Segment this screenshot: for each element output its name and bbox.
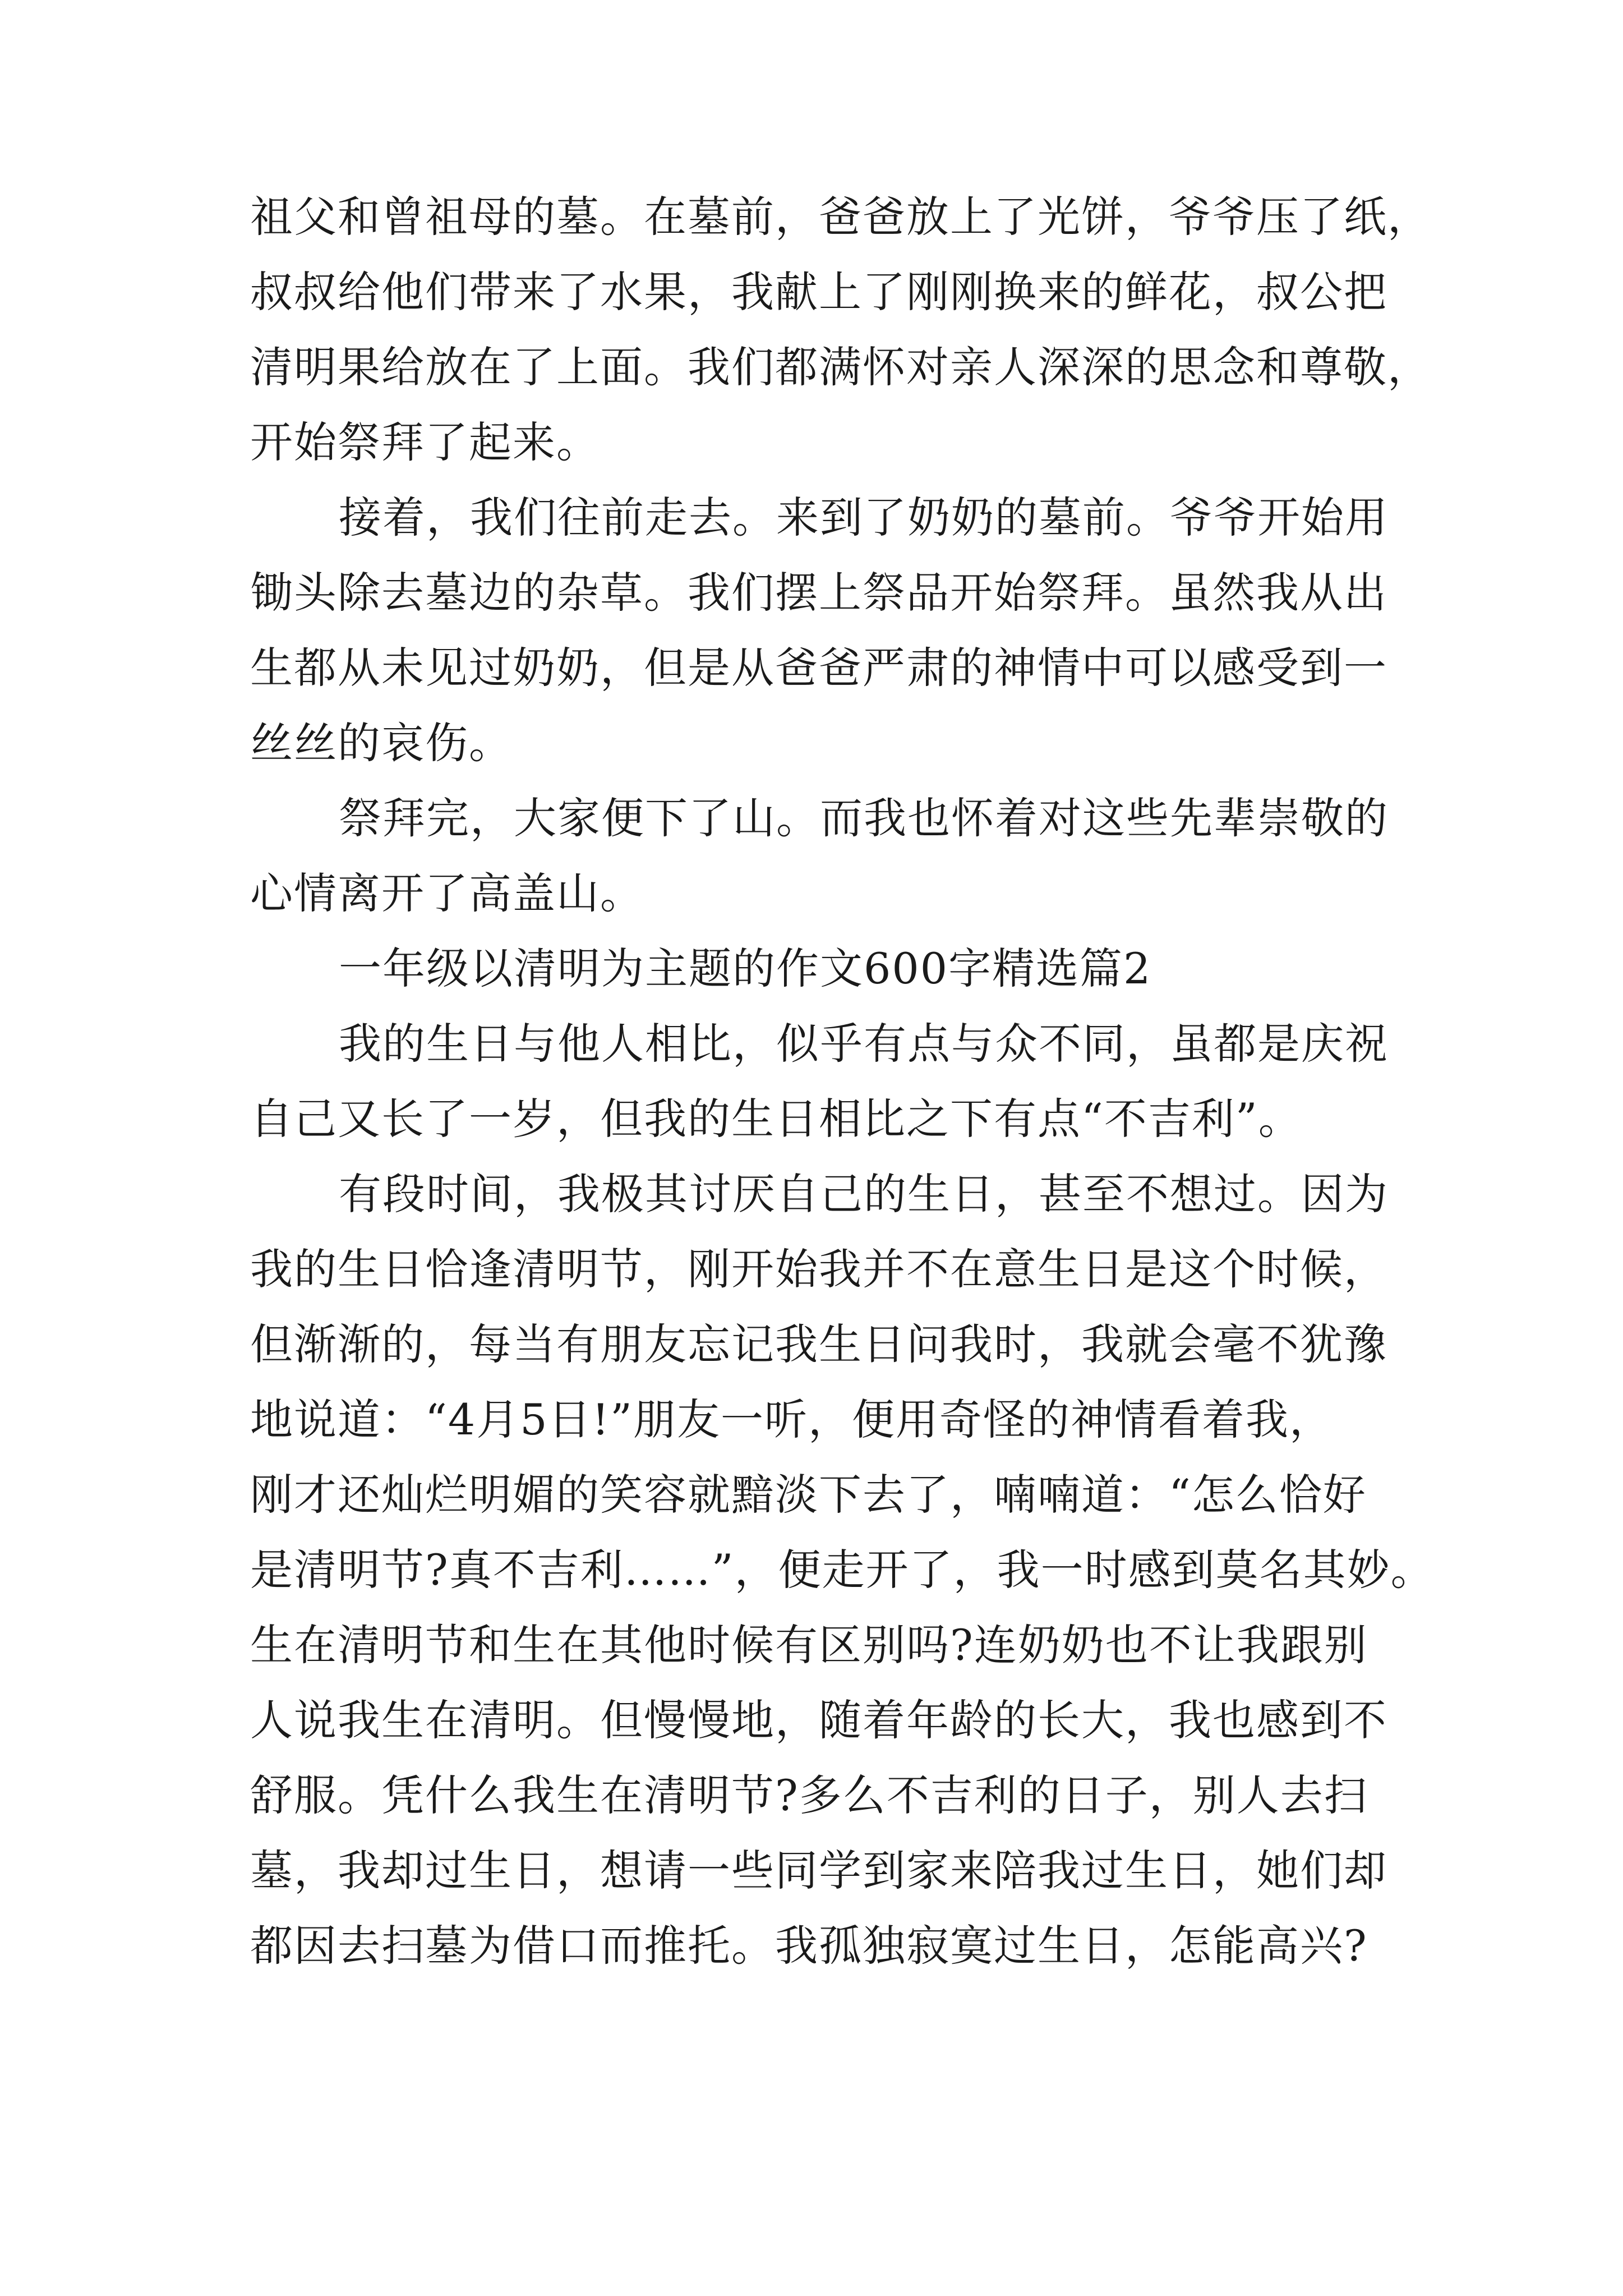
text-line: 舒服。凭什么我生在清明节?多么不吉利的日子，别人去扫 xyxy=(250,1770,1368,1820)
text-line: 是清明节?真不吉利……”，便走开了，我一时感到莫名其妙。 xyxy=(250,1545,1435,1595)
text-line: 我的生日恰逢清明节，刚开始我并不在意生日是这个时候， xyxy=(250,1244,1387,1294)
text-line: 自己又长了一岁，但我的生日相比之下有点“不吉利”。 xyxy=(250,1094,1302,1144)
text-line: 清明果给放在了上面。我们都满怀对亲人深深的思念和尊敬， xyxy=(250,342,1431,392)
text-line: 祖父和曾祖母的墓。在墓前，爸爸放上了光饼，爷爷压了纸， xyxy=(250,192,1431,242)
text-line: 有段时间，我极其讨厌自己的生日，甚至不想过。因为 xyxy=(339,1169,1389,1219)
text-line: 刚才还灿烂明媚的笑容就黯淡下去了，喃喃道：“怎么恰好 xyxy=(250,1470,1367,1520)
text-line: 人说我生在清明。但慢慢地，随着年龄的长大，我也感到不 xyxy=(250,1695,1387,1745)
text-line: 我的生日与他人相比，似乎有点与众不同，虽都是庆祝 xyxy=(339,1019,1389,1069)
text-line: 但渐渐的，每当有朋友忘记我生日问我时，我就会毫不犹豫 xyxy=(250,1319,1387,1369)
essay-body xyxy=(250,180,1439,1984)
text-line: 祭拜完，大家便下了山。而我也怀着对这些先辈崇敬的 xyxy=(339,793,1389,843)
text-line: 墓，我却过生日，想请一些同学到家来陪我过生日，她们却 xyxy=(250,1846,1387,1895)
text-line: 丝丝的哀伤。 xyxy=(250,718,513,768)
text-line: 都因去扫墓为借口而推托。我孤独寂寞过生日，怎能高兴? xyxy=(250,1921,1368,1971)
text-line: 接着，我们往前走去。来到了奶奶的墓前。爷爷开始用 xyxy=(339,493,1389,542)
section-heading: 一年级以清明为主题的作文600字精选篇2 xyxy=(339,944,1152,993)
text-line: 生在清明节和生在其他时候有区别吗?连奶奶也不让我跟别 xyxy=(250,1620,1368,1670)
text-line: 生都从未见过奶奶，但是从爸爸严肃的神情中可以感受到一 xyxy=(250,643,1387,693)
text-line: 开始祭拜了起来。 xyxy=(250,417,600,467)
text-line: 锄头除去墓边的杂草。我们摆上祭品开始祭拜。虽然我从出 xyxy=(250,568,1387,618)
text-line: 地说道：“4月5日!”朋友一听，便用奇怪的神情看着我， xyxy=(250,1395,1333,1444)
text-line: 叔叔给他们带来了水果，我献上了刚刚换来的鲜花，叔公把 xyxy=(250,267,1387,317)
text-line: 心情离开了高盖山。 xyxy=(250,868,644,918)
